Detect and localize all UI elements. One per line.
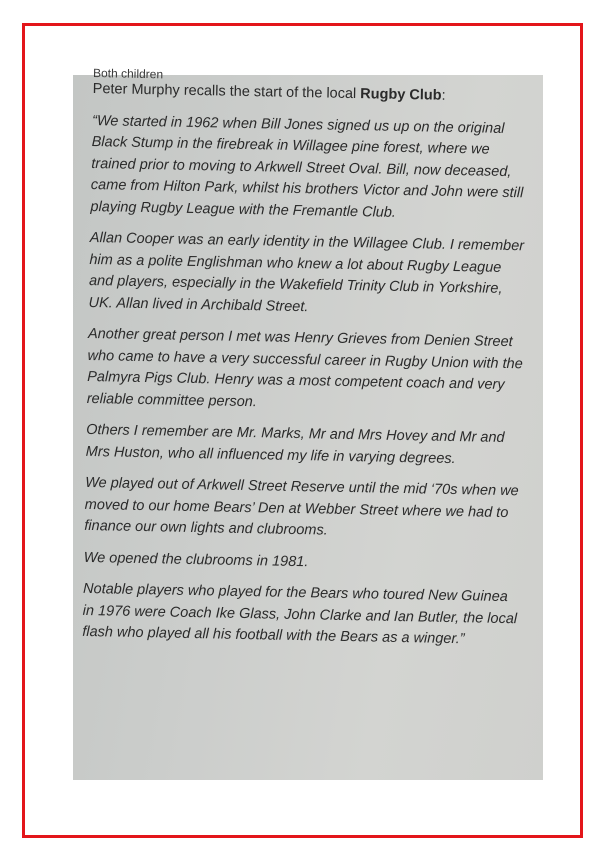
quote-paragraph-5: We played out of Arkwell Street Reserve until the mid ‘70s when we moved to our home Bears’ Den at Webber Street where we had to finance our own lights and clubrooms. bbox=[84, 474, 519, 539]
quote-paragraph-4: Others I remember are Mr. Marks, Mr and Mrs Hovey and Mr and Mrs Huston, who all influenced my life in varying degrees. bbox=[85, 421, 505, 467]
intro-suffix: : bbox=[441, 87, 446, 104]
quote-paragraph-6: We opened the clubrooms in 1981. bbox=[83, 549, 309, 570]
intro-bold-club-name: Rugby Club bbox=[360, 86, 442, 104]
page-text-block bbox=[82, 66, 533, 662]
quote-paragraph-2: Allan Cooper was an early identity in the Willagee Club. I remember him as a polite Englishman who knew a lot about Rugby League and players, especially in the Wakefield Trinity Club in Yorkshire, UK. Allan lived in Archibald Street. bbox=[88, 229, 525, 315]
red-border-frame bbox=[22, 23, 583, 838]
quote-paragraph-1: “We started in 1962 when Bill Jones signed us up on the original Black Stump in the firebreak in Willagee pine forest, where we trained prior to moving to Arkwell Street Oval. Bill, now deceased, came from Hilton Park, whilst his brothers Victor and John were still playing Rugby League with the Fremantle Club. bbox=[90, 112, 524, 221]
quote-paragraph-7: Notable players who played for the Bears who toured New Guinea in 1976 were Coach Ike Glass, John Clarke and Ian Butler, the local flash who played all his football with the Bears as a winger.” bbox=[82, 580, 518, 648]
book-page-photo bbox=[73, 66, 543, 780]
cut-off-line: Both children bbox=[92, 66, 164, 82]
intro-prefix: Peter Murphy recalls the start of the local bbox=[92, 80, 361, 103]
quote-paragraph-3: Another great person I met was Henry Grieves from Denien Street who came to have a very successful career in Rugby Union with the Palmyra Pigs Club. Henry was a most competent coach and very reliable committee person. bbox=[86, 325, 523, 410]
